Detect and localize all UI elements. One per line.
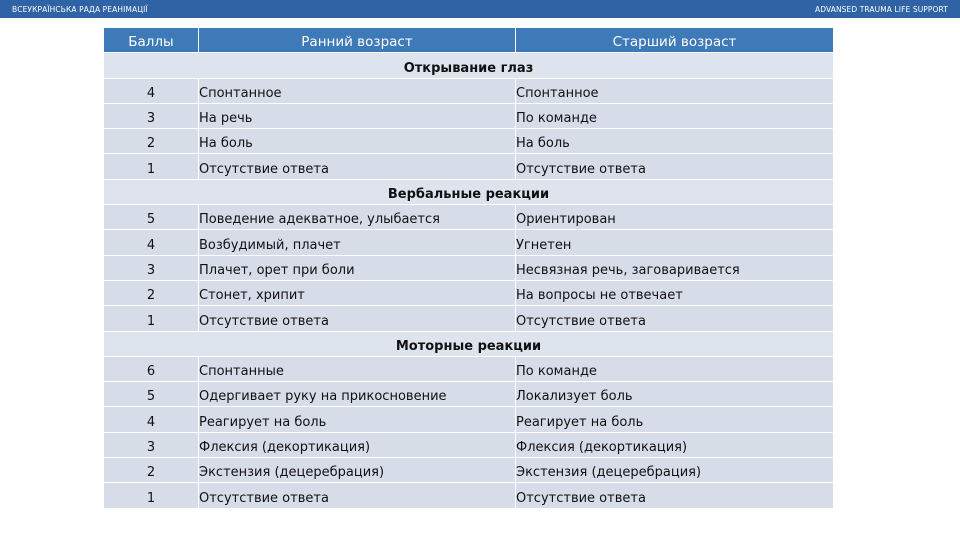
header-course: ADVANSED TRAUMA LIFE SUPPORT bbox=[815, 4, 948, 14]
score-cell: 1 bbox=[104, 306, 199, 331]
table-row bbox=[104, 306, 834, 331]
top-header-bar bbox=[0, 0, 960, 18]
glasgow-coma-scale-table bbox=[103, 27, 834, 509]
score-cell: 2 bbox=[104, 458, 199, 483]
score-cell: 3 bbox=[104, 432, 199, 457]
score-cell: 1 bbox=[104, 483, 199, 508]
older-age-cell: Флексия (декортикация) bbox=[516, 432, 834, 457]
older-age-cell: На боль bbox=[516, 129, 834, 154]
older-age-cell: Отсутствие ответа bbox=[516, 154, 834, 179]
early-age-cell: Стонет, хрипит bbox=[199, 280, 516, 305]
early-age-cell: Одергивает руку на прикосновение bbox=[199, 382, 516, 407]
score-cell: 5 bbox=[104, 205, 199, 230]
early-age-cell: Отсутствие ответа bbox=[199, 154, 516, 179]
older-age-cell: Угнетен bbox=[516, 230, 834, 255]
score-cell: 6 bbox=[104, 356, 199, 381]
older-age-cell: Отсутствие ответа bbox=[516, 483, 834, 508]
score-cell: 1 bbox=[104, 154, 199, 179]
header-organization: ВСЕУКРАЇНСЬКА РАДА РЕАНІМАЦІЇ bbox=[12, 4, 148, 14]
older-age-cell: Отсутствие ответа bbox=[516, 306, 834, 331]
table-row bbox=[104, 407, 834, 432]
score-cell: 3 bbox=[104, 103, 199, 128]
table-row bbox=[104, 129, 834, 154]
column-header-older-age: Старший возраст bbox=[516, 28, 834, 53]
column-header-early-age: Ранний возраст bbox=[199, 28, 516, 53]
early-age-cell: На боль bbox=[199, 129, 516, 154]
older-age-cell: Ориентирован bbox=[516, 205, 834, 230]
section-header-row bbox=[104, 53, 834, 78]
table-row bbox=[104, 154, 834, 179]
early-age-cell: На речь bbox=[199, 103, 516, 128]
table-row bbox=[104, 458, 834, 483]
table-row bbox=[104, 103, 834, 128]
section-title: Вербальные реакции bbox=[104, 179, 834, 204]
older-age-cell: По команде bbox=[516, 356, 834, 381]
table-body bbox=[104, 53, 834, 508]
table-row bbox=[104, 483, 834, 508]
older-age-cell: Несвязная речь, заговаривается bbox=[516, 255, 834, 280]
early-age-cell: Поведение адекватное, улыбается bbox=[199, 205, 516, 230]
table-row bbox=[104, 280, 834, 305]
score-cell: 2 bbox=[104, 280, 199, 305]
table-row bbox=[104, 382, 834, 407]
older-age-cell: На вопросы не отвечает bbox=[516, 280, 834, 305]
table-row bbox=[104, 230, 834, 255]
table-row bbox=[104, 255, 834, 280]
score-cell: 3 bbox=[104, 255, 199, 280]
older-age-cell: По команде bbox=[516, 103, 834, 128]
early-age-cell: Спонтанное bbox=[199, 78, 516, 103]
early-age-cell: Возбудимый, плачет bbox=[199, 230, 516, 255]
early-age-cell: Спонтанные bbox=[199, 356, 516, 381]
table-row bbox=[104, 432, 834, 457]
early-age-cell: Плачет, орет при боли bbox=[199, 255, 516, 280]
table-row bbox=[104, 205, 834, 230]
score-cell: 4 bbox=[104, 407, 199, 432]
older-age-cell: Реагирует на боль bbox=[516, 407, 834, 432]
early-age-cell: Флексия (декортикация) bbox=[199, 432, 516, 457]
table-row bbox=[104, 356, 834, 381]
early-age-cell: Отсутствие ответа bbox=[199, 483, 516, 508]
early-age-cell: Экстензия (децеребрация) bbox=[199, 458, 516, 483]
older-age-cell: Спонтанное bbox=[516, 78, 834, 103]
section-title: Моторные реакции bbox=[104, 331, 834, 356]
column-header-score: Баллы bbox=[104, 28, 199, 53]
score-cell: 5 bbox=[104, 382, 199, 407]
section-header-row bbox=[104, 331, 834, 356]
early-age-cell: Отсутствие ответа bbox=[199, 306, 516, 331]
score-cell: 4 bbox=[104, 230, 199, 255]
section-header-row bbox=[104, 179, 834, 204]
older-age-cell: Локализует боль bbox=[516, 382, 834, 407]
early-age-cell: Реагирует на боль bbox=[199, 407, 516, 432]
section-title: Открывание глаз bbox=[104, 53, 834, 78]
table-row bbox=[104, 78, 834, 103]
table-header-row bbox=[104, 28, 834, 53]
older-age-cell: Экстензия (децеребрация) bbox=[516, 458, 834, 483]
score-cell: 2 bbox=[104, 129, 199, 154]
score-cell: 4 bbox=[104, 78, 199, 103]
